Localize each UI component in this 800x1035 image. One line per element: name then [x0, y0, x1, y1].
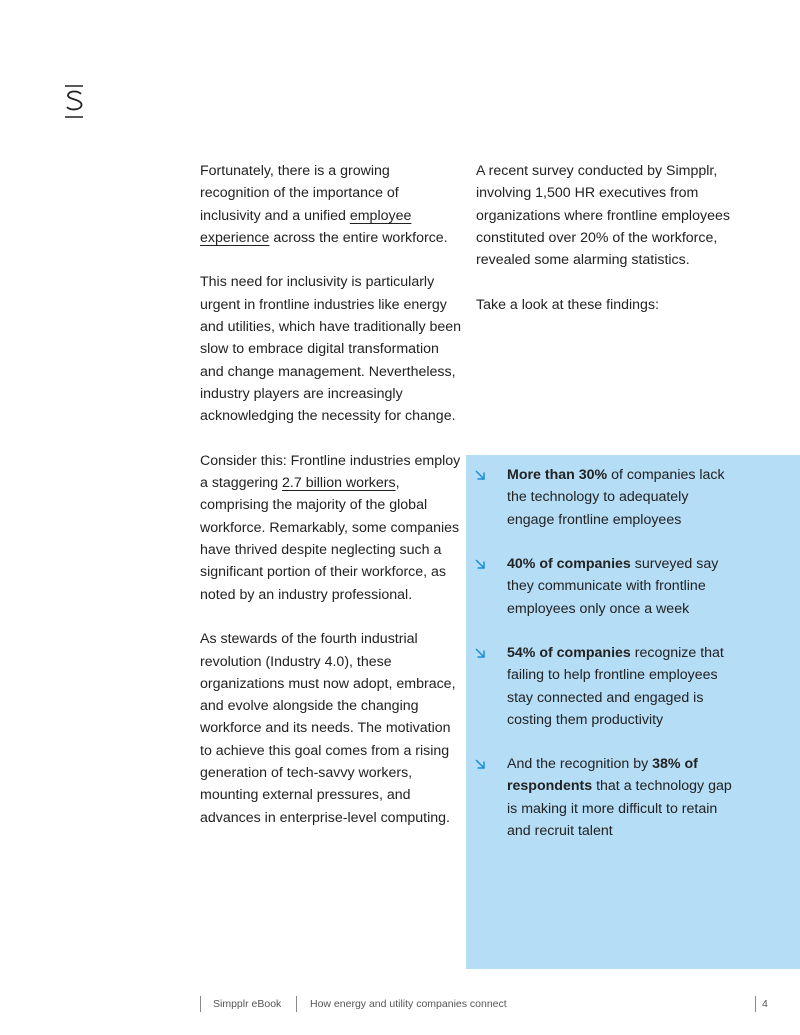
text: , comprising the majority of the global workforce. Remarkably, some companies have thrived despite neglecting such a significant portion of their workforce, as noted by an industry professional.	[200, 475, 460, 603]
arrow-down-right-icon	[474, 558, 486, 570]
paragraph-frontline-urgency: This need for inclusivity is particularly urgent in frontline industries like energy and utilities, which have traditionally been slow to embrace digital transformation and change management. Nevertheless, industry players are increasingly acknowledging the necessity for change.	[200, 274, 462, 425]
finding-text	[507, 553, 737, 620]
arrow-down-right-icon	[474, 758, 486, 770]
footer-divider	[755, 996, 756, 1012]
simpplr-logo	[58, 80, 90, 122]
finding-highlight: 40% of companies	[507, 556, 631, 572]
arrow-down-right-icon	[474, 647, 486, 659]
footer-title: How energy and utility companies connect	[310, 998, 507, 1010]
paragraph-findings-lead: Take a look at these findings:	[476, 296, 659, 313]
page-footer	[0, 996, 800, 1016]
employee-experience-link[interactable]: employee experience	[200, 207, 412, 246]
paragraph-inclusivity-recognition	[200, 160, 462, 249]
text: Fortunately, there is a growing recognition of the importance of inclusivity and a unified	[200, 163, 399, 224]
paragraph-survey-intro: A recent survey conducted by Simpplr, involving 1,500 HR executives from organizations where frontline employees constituted over 20% of the workforce, revealed some alarming statistics.	[476, 163, 730, 269]
footer-divider	[296, 996, 297, 1012]
left-column	[200, 160, 462, 851]
right-column	[476, 160, 736, 338]
finding-rest: surveyed say they communicate with frontline employees only once a week	[507, 556, 719, 617]
page-number: 4	[762, 998, 768, 1010]
finding-highlight: 54% of companies	[507, 645, 631, 661]
arrow-down-right-icon	[474, 469, 486, 481]
footer-divider	[200, 996, 201, 1012]
text: across the entire workforce.	[269, 229, 448, 246]
finding-text	[507, 464, 737, 531]
findings-panel	[466, 455, 800, 969]
billion-workers-link[interactable]: 2.7 billion workers	[282, 475, 396, 492]
finding-rest: recognize that failing to help frontline employees stay connected and engaged is costing them productivity	[507, 645, 724, 728]
paragraph-workforce-stat	[200, 450, 462, 606]
finding-highlight: 38% of respondents	[507, 756, 698, 795]
footer-brand: Simpplr eBook	[213, 998, 282, 1010]
text: Consider this: Frontline industries employ a staggering	[200, 452, 461, 492]
finding-lead: And the recognition by	[507, 756, 653, 772]
finding-text	[507, 753, 737, 842]
simpplr-s-logo-icon	[58, 80, 90, 122]
finding-text	[507, 642, 737, 731]
paragraph-industry-4: As stewards of the fourth industrial revolution (Industry 4.0), these organizations must now adopt, embrace, and evolve alongside the changing workforce and its needs. The motivation to achieve this goal comes from a rising generation of tech-savvy workers, mounting external pressures, and advances in enterprise-level computing.	[200, 631, 456, 826]
finding-highlight: More than 30%	[507, 467, 608, 483]
finding-rest: of companies lack the technology to adequately engage frontline employees	[507, 467, 725, 528]
finding-rest: that a technology gap is making it more difficult to retain and recruit talent	[507, 778, 732, 839]
